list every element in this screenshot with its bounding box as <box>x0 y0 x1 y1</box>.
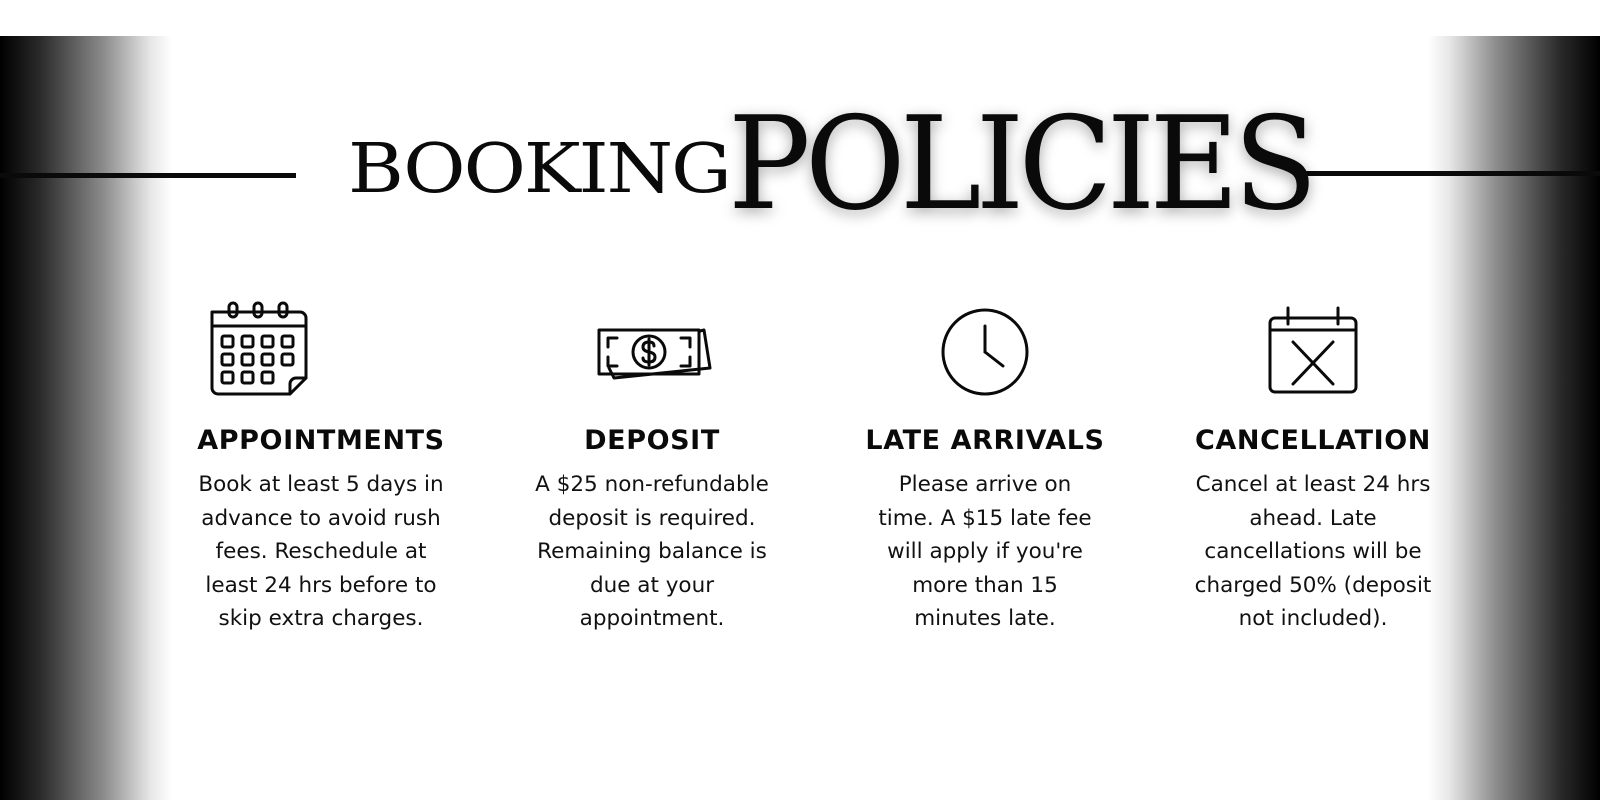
policy-card-cancellation <box>1173 290 1453 636</box>
title-booking: BOOKING <box>348 128 730 209</box>
card-description: Book at least 5 days in advance to avoid rush fees. Reschedule at least 24 hrs before to skip extra charges. <box>198 472 444 631</box>
card-description: Cancel at least 24 hrs ahead. Late cancellations will be charged 50% (deposit not included). <box>1194 472 1432 631</box>
policy-card-deposit <box>512 290 792 636</box>
card-heading: APPOINTMENTS <box>197 425 445 456</box>
cash-dollar-icon <box>592 290 712 410</box>
card-heading: CANCELLATION <box>1195 425 1431 456</box>
calendar-x-icon <box>1253 290 1373 410</box>
card-description: A $25 non-refundable deposit is required. Remaining balance is due at your appointment. <box>535 472 769 631</box>
card-heading: LATE ARRIVALS <box>865 425 1105 456</box>
policy-card-late-arrivals <box>845 290 1125 636</box>
card-description: Please arrive on time. A $15 late fee will apply if you're more than 15 minutes late. <box>878 472 1092 631</box>
title-rule-left <box>0 173 296 178</box>
title-policies: POLICIES <box>728 90 1312 239</box>
card-heading: DEPOSIT <box>584 425 720 456</box>
calendar-grid-icon <box>198 290 318 410</box>
clock-icon <box>925 290 1045 410</box>
policy-card-appointments <box>181 290 461 636</box>
title-rule-right <box>1305 171 1600 176</box>
